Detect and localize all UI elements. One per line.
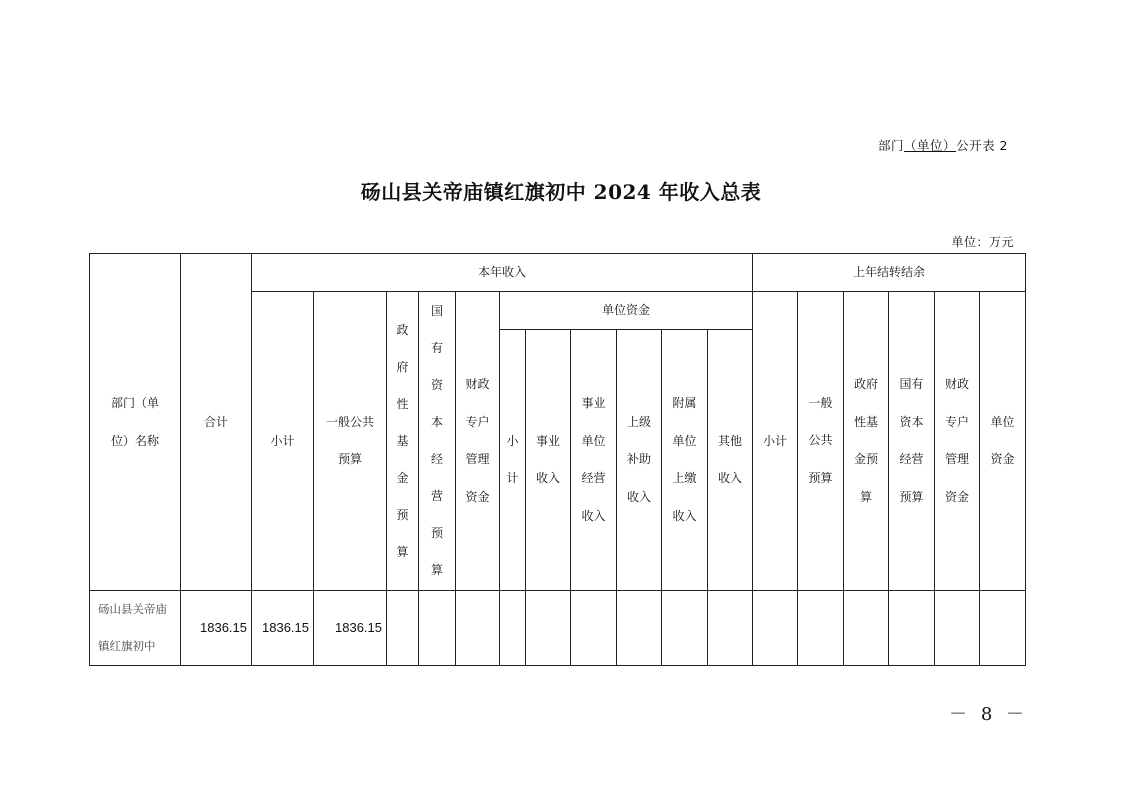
header-uf-other: 其他收入 xyxy=(708,330,753,591)
doc-label-suffix: 公开表 2 xyxy=(956,138,1008,153)
cell-uf-operation xyxy=(571,591,617,666)
header-py-special: 财政专户管理资金 xyxy=(935,292,980,591)
table-row xyxy=(90,591,1026,666)
cell-py-general xyxy=(798,591,844,666)
cell-uf-superior xyxy=(617,591,662,666)
header-py-state-capital: 国有资本经营预算 xyxy=(889,292,935,591)
cell-uf-other xyxy=(708,591,753,666)
header-current-year: 本年收入 xyxy=(252,254,753,292)
cell-cy-special xyxy=(456,591,500,666)
header-uf-affiliated: 附属单位上缴收入 xyxy=(662,330,708,591)
cell-cy-gov-fund xyxy=(387,591,419,666)
header-uf-operation: 事业单位经营收入 xyxy=(571,330,617,591)
cell-py-subtotal xyxy=(753,591,798,666)
cell-cy-subtotal: 1836.15 xyxy=(252,591,314,666)
cell-dept: 砀山县关帝庙镇红旗初中 xyxy=(90,591,181,666)
page-title: 砀山县关帝庙镇红旗初中 2024 年收入总表 xyxy=(360,180,762,204)
cell-cy-state-capital xyxy=(419,591,456,666)
header-dept: 部门（单位）名称 xyxy=(90,254,181,591)
header-cy-gov-fund: 政府性基金预算 xyxy=(387,292,419,591)
income-summary-table xyxy=(89,253,1026,666)
cell-uf-subtotal xyxy=(500,591,526,666)
header-py-subtotal: 小计 xyxy=(753,292,798,591)
cell-cy-general: 1836.15 xyxy=(314,591,387,666)
cell-uf-business xyxy=(526,591,571,666)
page-number: － 8 － xyxy=(949,704,1028,725)
header-cy-general: 一般公共预算 xyxy=(314,292,387,591)
header-unit-funds: 单位资金 xyxy=(500,292,753,330)
header-py-general: 一般公共预算 xyxy=(798,292,844,591)
unit-label: 单位：万元 xyxy=(951,235,1014,249)
doc-label-unit: （单位） xyxy=(904,138,957,153)
cell-py-state-capital xyxy=(889,591,935,666)
cell-py-special xyxy=(935,591,980,666)
header-py-unit-funds: 单位资金 xyxy=(980,292,1026,591)
header-cy-special: 财政专户管理资金 xyxy=(456,292,500,591)
cell-uf-affiliated xyxy=(662,591,708,666)
header-uf-superior: 上级补助收入 xyxy=(617,330,662,591)
document-label xyxy=(878,136,1008,154)
header-cy-subtotal: 小计 xyxy=(252,292,314,591)
header-uf-business: 事业收入 xyxy=(526,330,571,591)
doc-label-prefix: 部门 xyxy=(878,138,905,153)
cell-py-gov-fund xyxy=(844,591,889,666)
header-prev-year: 上年结转结余 xyxy=(753,254,1026,292)
header-py-gov-fund: 政府性基金预算 xyxy=(844,292,889,591)
header-total: 合计 xyxy=(181,254,252,591)
header-uf-subtotal: 小计 xyxy=(500,330,526,591)
header-cy-state-capital: 国有资本经营预算 xyxy=(419,292,456,591)
cell-py-unit-funds xyxy=(980,591,1026,666)
cell-total: 1836.15 xyxy=(181,591,252,666)
